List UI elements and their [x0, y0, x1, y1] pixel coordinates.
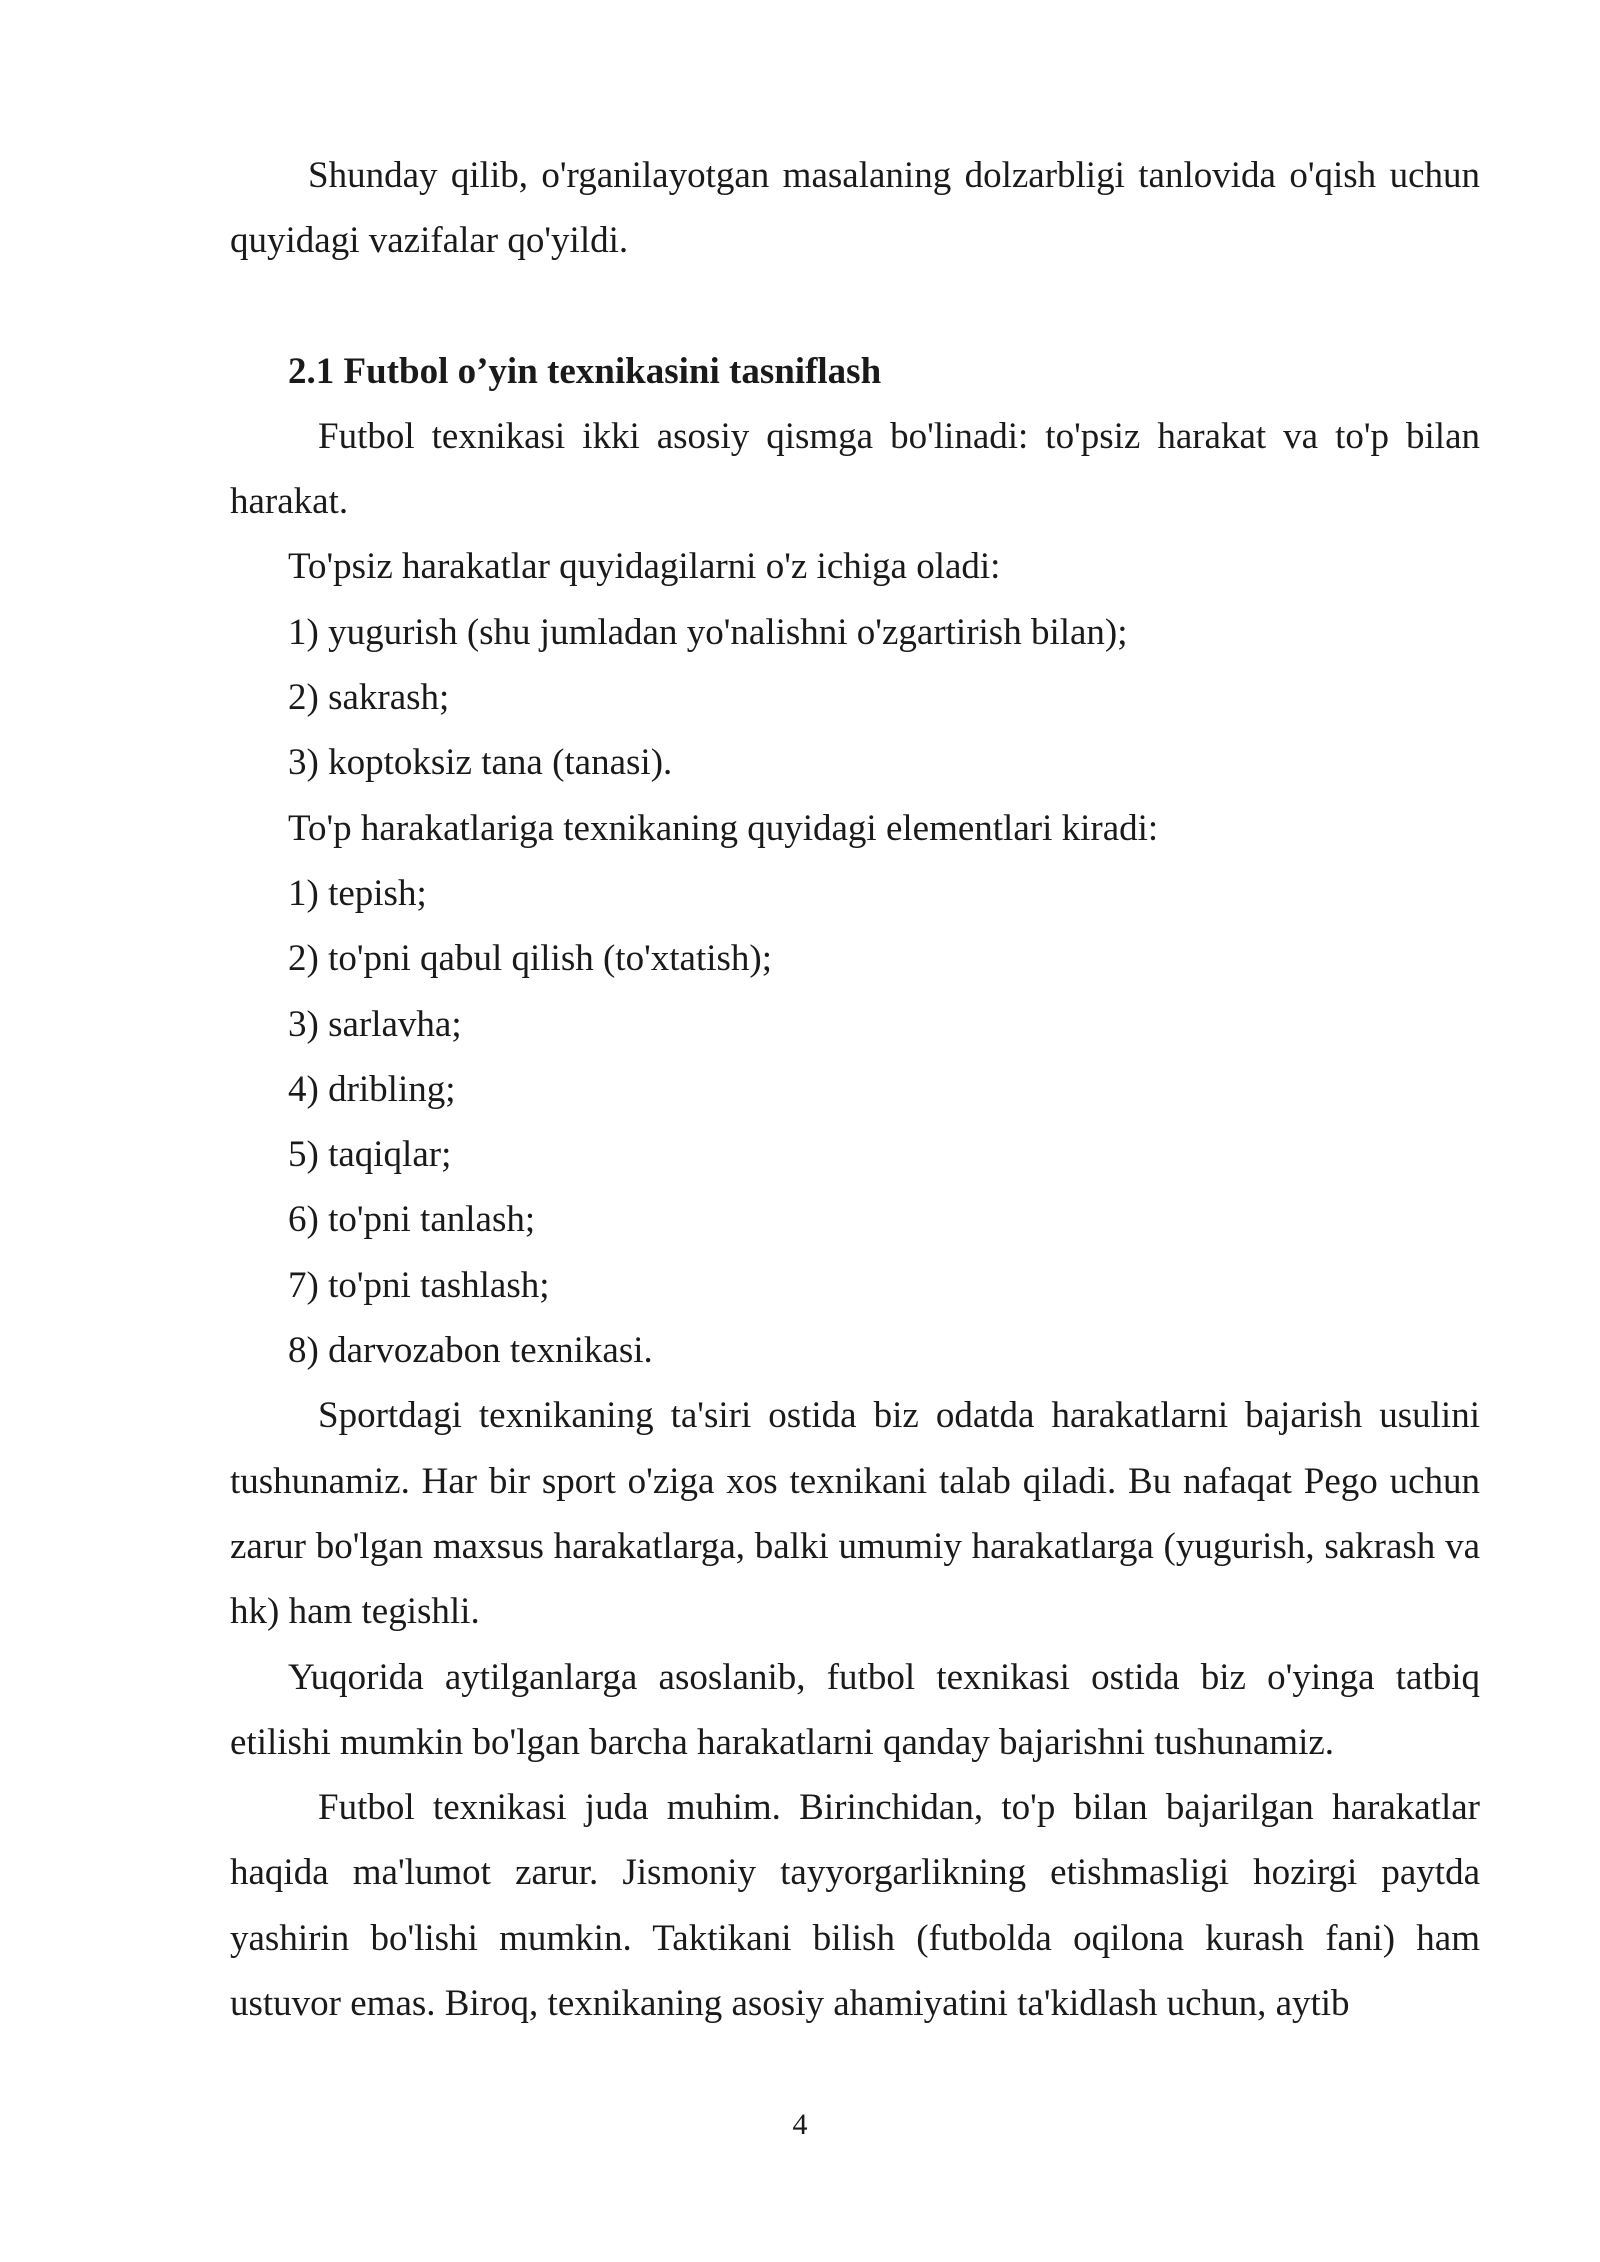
page-number: 4 [792, 2108, 808, 2141]
list-item: 4) dribling; [288, 1068, 456, 1110]
section-heading: 2.1 Futbol o’yin texnikasini tasniflash [288, 350, 882, 392]
list-item: 2) to'pni qabul qilish (to'xtatish); [288, 938, 773, 980]
summary-paragraph: Yuqorida aytilganlarga asoslanib, futbol texnikasi ostida biz o'yinga tatbiq etilishi mumkin bo'lgan barcha harakatlarni qanday bajarishni tushunamiz. [230, 1656, 1480, 1763]
with-ball-intro: To'p harakatlariga texnikaning quyidagi elementlari kiradi: [288, 807, 1159, 849]
list-item: 3) sarlavha; [288, 1003, 462, 1045]
technique-paragraph: Futbol texnikasi ikki asosiy qismga bo'linadi: to'psiz harakat va to'p bilan harakat. [230, 415, 1480, 523]
paragraph-spacer [230, 274, 1480, 339]
without-ball-intro: To'psiz harakatlar quyidagilarni o'z ichiga oladi: [288, 546, 1001, 588]
sport-technique-paragraph: Sportdagi texnikaning ta'siri ostida biz odatda harakatlarni bajarish usulini tushunamiz. Har bir sport o'ziga xos texnikani talab qiladi. Bu nafaqat Pego uchun zarur bo'lgan maxsus harakatlarga, balki umumiy harakatlarga (yugurish, sakrash va hk) ham tegishli. [230, 1395, 1480, 1633]
page-content [230, 143, 1480, 2036]
list-item: 5) taqiqlar; [288, 1134, 452, 1176]
list-item: 1) tepish; [288, 872, 427, 914]
importance-paragraph: Futbol texnikasi juda muhim. Birinchidan, to'p bilan bajarilgan harakatlar haqida ma'lumot zarur. Jismoniy tayyorgarlikning etishmasligi hozirgi paytda yashirin bo'lishi mumkin. Taktikani bilish (futbolda oqilona kurash fani) ham ustuvor emas. Biroq, texnikaning asosiy ahamiyatini ta'kidlash uchun, aytib [230, 1787, 1480, 2025]
list-item: 3) koptoksiz tana (tanasi). [288, 742, 673, 784]
list-item: 8) darvozabon texnikasi. [288, 1330, 653, 1372]
list-item: 2) sakrash; [288, 677, 450, 719]
intro-paragraph: Shunday qilib, o'rganilayotgan masalaning dolzarbligi tanlovida o'qish uchun quyidagi vazifalar qo'yildi. [230, 155, 1480, 262]
list-item: 6) to'pni tanlash; [288, 1199, 536, 1241]
list-item: 7) to'pni tashlash; [288, 1264, 550, 1306]
list-item: 1) yugurish (shu jumladan yo'nalishni o'zgartirish bilan); [288, 611, 1128, 653]
